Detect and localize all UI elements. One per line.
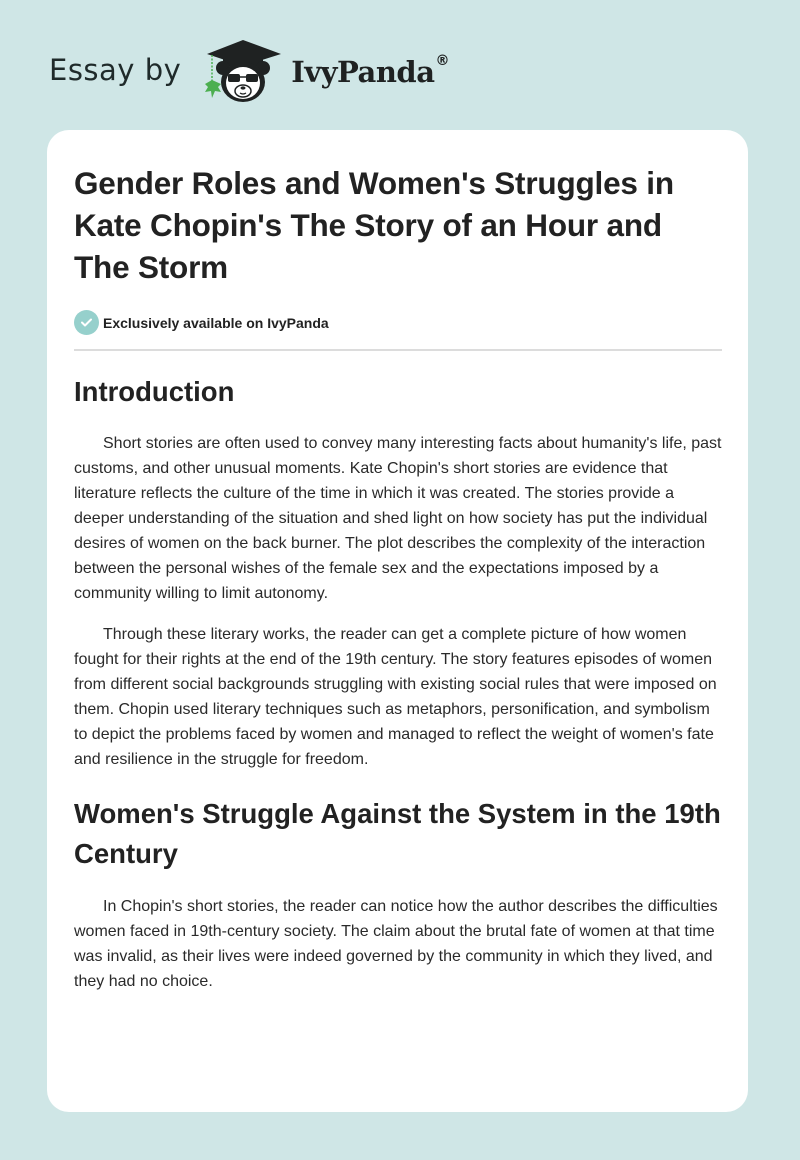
divider: [74, 349, 722, 351]
paragraph: Short stories are often used to convey many interesting facts about humanity's life, past customs, and other unusual moments. Kate Chopin's short stories are evidence that literature reflects the culture of the time in which it was created. The stories provide a deeper understanding of the situation and shed light on how society has put the individual desires of women on the back burner. The plot describes the complexity of the interaction between the personal wishes of the female sex and the expectations imposed by a community willing to limit autonomy.: [74, 435, 722, 602]
panda-logo-icon[interactable]: [199, 36, 285, 108]
brand-name-text: IvyPanda: [291, 55, 435, 89]
paragraph: In Chopin's short stories, the reader can notice how the author describes the difficulties women faced in 19th-century society. The claim about the brutal fate of women at that time was invalid, as their lives were indeed governed by the community in which they lived, and they had no choice.: [74, 898, 718, 990]
exclusive-badge: [74, 310, 722, 335]
check-circle-icon: [74, 310, 99, 335]
essay-card: [47, 130, 748, 1112]
brand-name[interactable]: [291, 55, 449, 89]
brand-prefix: Essay by: [49, 53, 182, 87]
exclusive-label: Exclusively available on IvyPanda: [103, 314, 329, 331]
paragraph: Through these literary works, the reader can get a complete picture of how women fought for their rights at the end of the 19th century. The story features episodes of women from different social backgrounds struggling with existing social rules that were imposed on them. Chopin used literary techniques such as metaphors, personification, and symbolism to depict the problems faced by women and managed to reflect the weight of women's fate and resilience in the struggle for freedom.: [74, 626, 717, 768]
brand-header: [49, 36, 449, 108]
registered-mark: ®: [435, 53, 450, 69]
essay-title: Gender Roles and Women's Struggles in Kate Chopin's The Story of an Hour and The Storm: [74, 165, 674, 285]
section-heading-introduction: Introduction: [74, 376, 235, 407]
section-heading-womens-struggle: Women's Struggle Against the System in the 19th Century: [74, 798, 721, 869]
